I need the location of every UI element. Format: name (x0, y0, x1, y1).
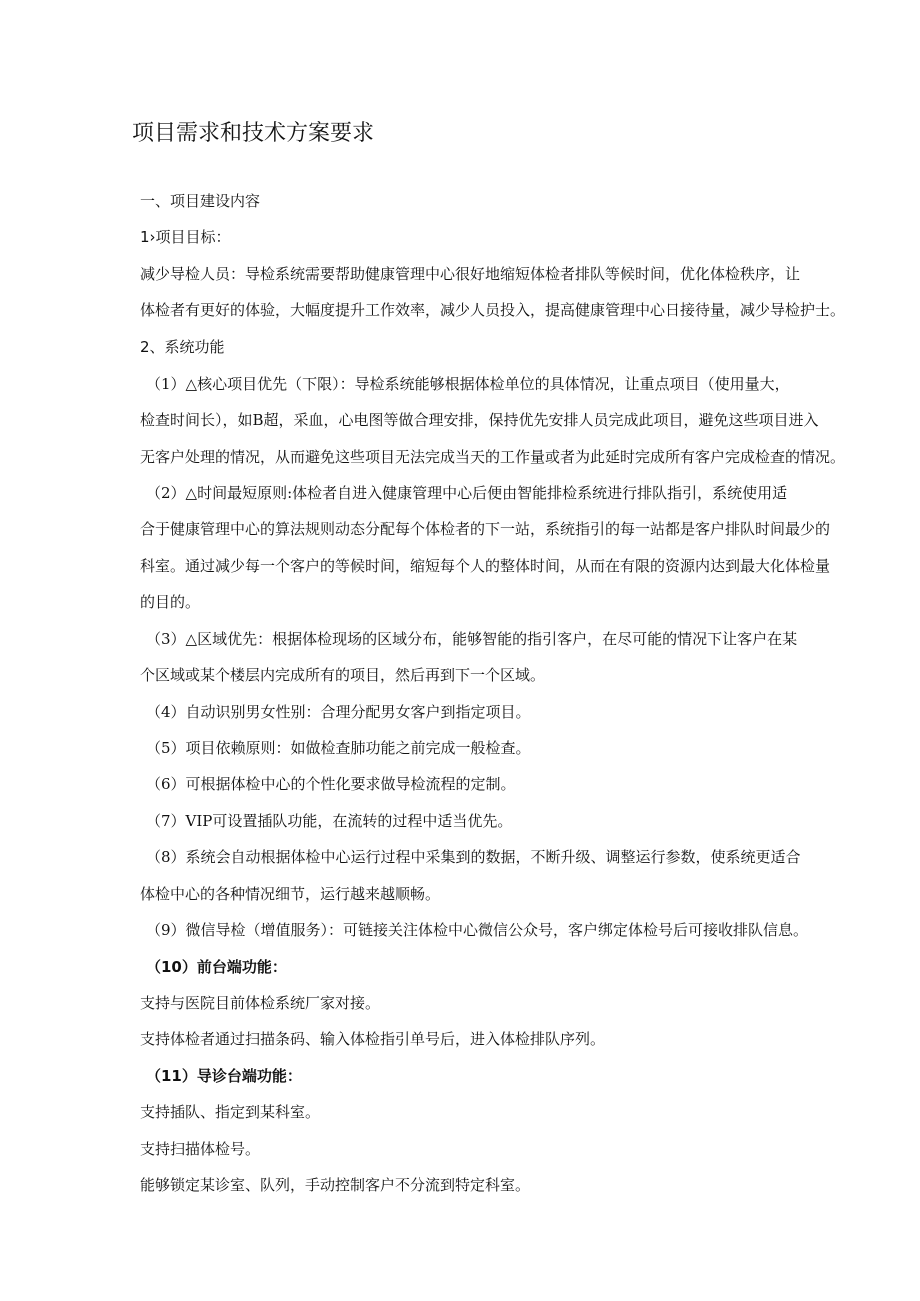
item-11-line: 支持扫描体检号。 (140, 1140, 261, 1158)
item-10-line: 支持体检者通过扫描条码、输入体检指引单号后，进入体检排队序列。 (140, 1030, 606, 1048)
section-heading: 一、项目建设内容 (140, 192, 261, 210)
item-6-line: （6）可根据体检中心的个性化要求做导检流程的定制。 (146, 775, 516, 793)
item-1-line: 无客户处理的情况，从而避免这些项目无法完成当天的工作量或者为此延时完成所有客户完成检查的情况。 (140, 448, 846, 466)
item-10-line: 支持与医院目前体检系统厂家对接。 (140, 994, 381, 1012)
functions-heading: 2、系统功能 (140, 338, 225, 356)
item-11-line: 支持插队、指定到某科室。 (140, 1103, 321, 1121)
item-1-line: 检查时间长），如B超，采血，心电图等做合理安排，保持优先安排人员完成此项目，避免这些项目进入 (140, 411, 819, 429)
item-8-line: （8）系统会自动根据体检中心运行过程中采集到的数据，不断升级、调整运行参数，使系统更适合 (146, 848, 801, 866)
item-5-line: （5）项目依赖原则：如做检查肺功能之前完成一般检查。 (146, 739, 531, 757)
item-3-line: （3）△区域优先：根据体检现场的区域分布，能够智能的指引客户，在尽可能的情况下让客户在某 (146, 630, 798, 648)
item-9-line: （9）微信导检（增值服务）：可链接关注体检中心微信公众号，客户绑定体检号后可接收排队信息。 (146, 921, 809, 939)
goal-heading: 1›项目目标： (140, 228, 231, 246)
item-8-line: 体检中心的各种情况细节，运行越来越顺畅。 (140, 885, 441, 903)
item-3-line: 个区域或某个楼层内完成所有的项目，然后再到下一个区域。 (140, 666, 546, 684)
item-2-line: （2）△时间最短原则:体检者自进入健康管理中心后便由智能排检系统进行排队指引，系统使用适 (146, 484, 788, 502)
item-11-line: 能够锁定某诊室、队列，手动控制客户不分流到特定科室。 (140, 1176, 531, 1194)
goal-text-line: 体检者有更好的体验，大幅度提升工作效率，减少人员投入，提高健康管理中心日接待量，减少导检护士。 (140, 301, 846, 319)
goal-text-line: 减少导检人员：导检系统需要帮助健康管理中心很好地缩短体检者排队等候时间，优化体检秩序，让 (140, 265, 801, 283)
item-2-line: 合于健康管理中心的算法规则动态分配每个体检者的下一站，系统指引的每一站都是客户排队时间最少的 (140, 520, 831, 538)
item-11-heading: （11）导诊台端功能： (146, 1067, 302, 1085)
item-4-line: （4）自动识别男女性别：合理分配男女客户到指定项目。 (146, 703, 531, 721)
item-1-line: （1）△核心项目优先（下限）：导检系统能够根据体检单位的具体情况，让重点项目（使用量大， (146, 375, 790, 393)
item-7-line: （7）VIP可设置插队功能，在流转的过程中适当优先。 (146, 812, 513, 830)
item-2-line: 的目的。 (140, 593, 201, 611)
document-title: 项目需求和技术方案要求 (132, 121, 375, 146)
item-10-heading: （10）前台端功能： (146, 958, 287, 976)
item-2-line: 科室。通过减少每一个客户的等候时间，缩短每个人的整体时间，从而在有限的资源内达到最大化体检量 (140, 557, 831, 575)
